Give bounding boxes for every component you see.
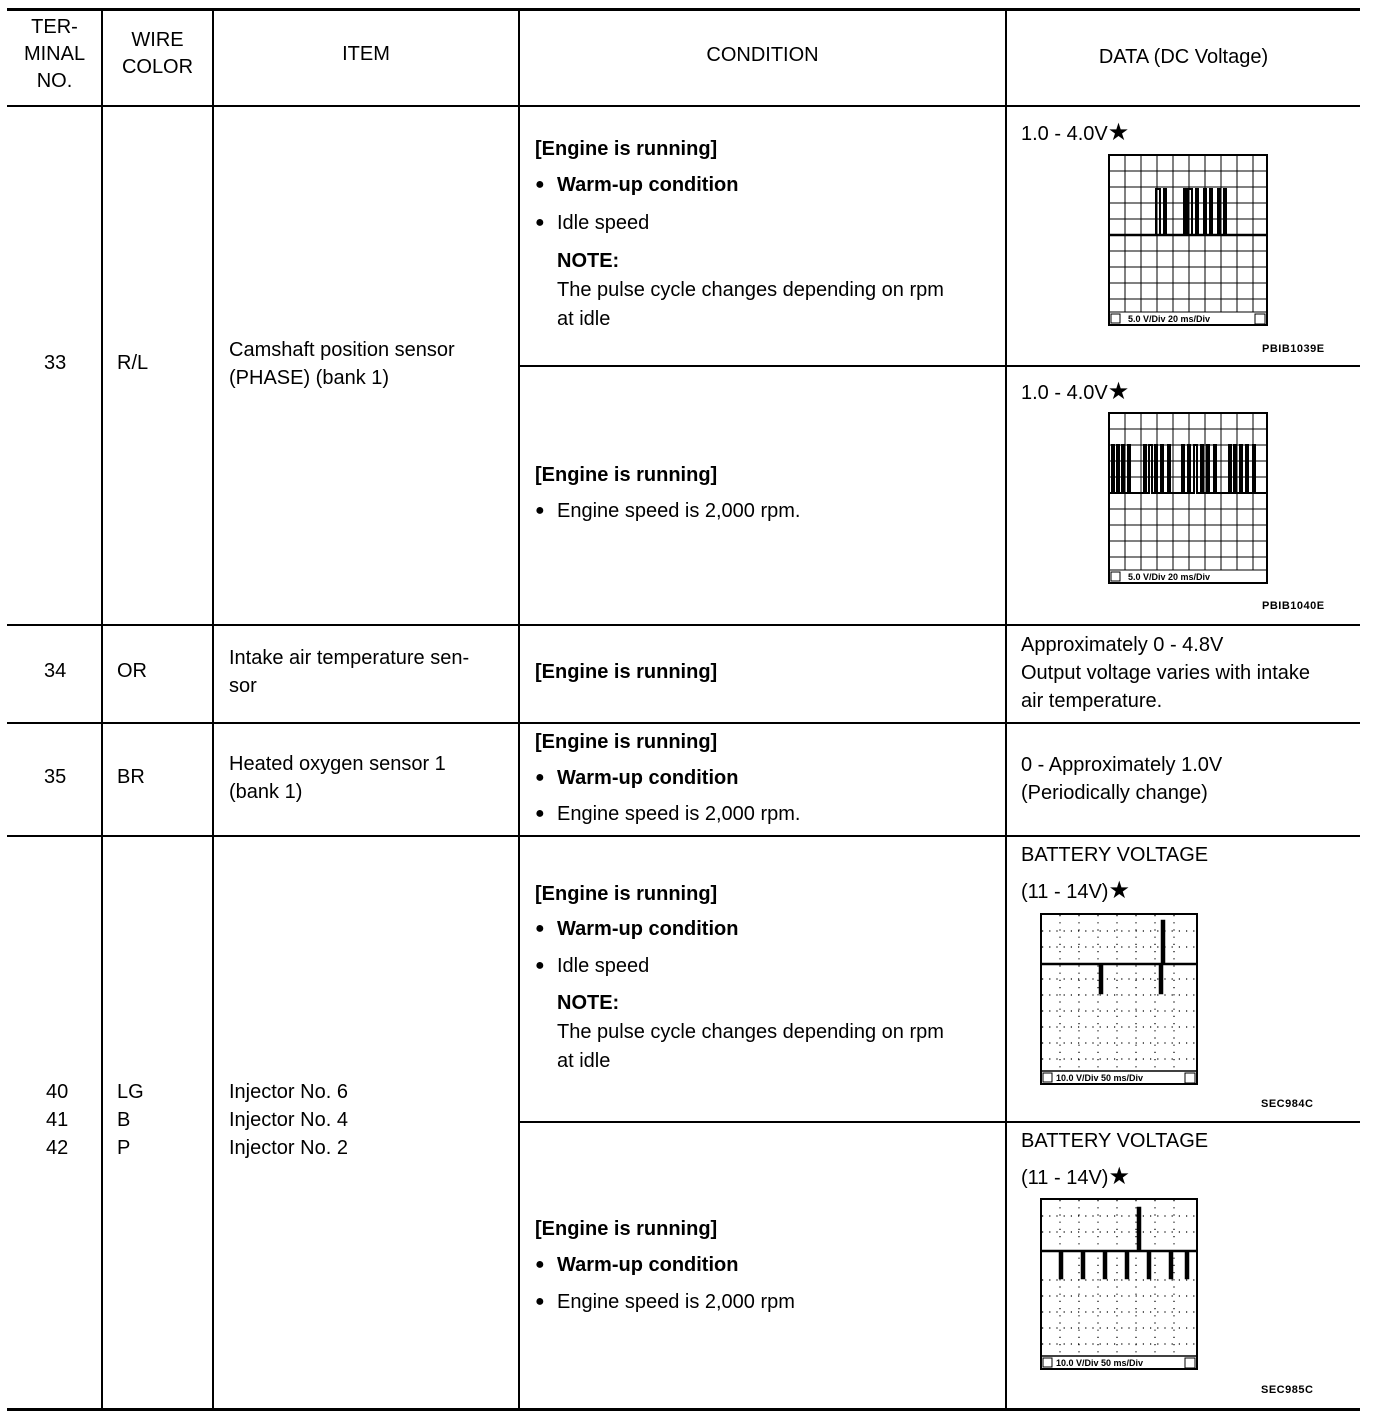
row33-bottom [7,624,1360,626]
row35-item-line1: Heated oxygen sensor 1 [229,753,446,775]
header-data: DATA (DC Voltage) [1098,46,1269,68]
row34-wire: OR [117,660,147,682]
row33-data1-code: PBIB1039E [1262,343,1325,355]
row34-condition: [Engine is running] [535,661,718,683]
row35-cond-bullet1: ● Warm-up condition [557,764,738,792]
row40-data1-line1: BATTERY VOLTAGE [1021,844,1209,866]
col-divider-2 [212,8,214,1410]
row35-terminal: 35 [44,766,67,788]
row34-data-line2: Output voltage varies with intake [1021,662,1311,684]
row33-cond1-head: [Engine is running] [535,138,718,160]
row33-cond1-bullet1: ● Warm-up condition [557,171,738,199]
row34-item-line2: sor [229,675,257,697]
row33-data2-value: 1.0 - 4.0V★ [1021,378,1130,405]
row40-terminal-41: 41 [46,1109,69,1131]
row35-wire: BR [117,766,145,788]
row35-cond-head: [Engine is running] [535,731,718,753]
col-divider-4 [1005,8,1007,1410]
row40-wire-p: P [117,1137,131,1159]
row40-cond1-head: [Engine is running] [535,883,718,905]
row34-terminal: 34 [44,660,67,682]
row35-data-line2: (Periodically change) [1021,782,1208,804]
star-icon: ★ [1107,378,1130,405]
header-item: ITEM [342,43,390,65]
row33-cond2-head: [Engine is running] [535,464,718,486]
row33-data2-code: PBIB1040E [1262,600,1325,612]
row40-data2-line1: BATTERY VOLTAGE [1021,1130,1209,1152]
row40-data2-code: SEC985C [1261,1384,1314,1396]
row33-cond1-bullet2: ● Idle speed [557,209,649,237]
row40-wire-lg: LG [117,1081,144,1103]
row33-cond1-note-line1: The pulse cycle changes depending on rpm [557,279,944,301]
row34-bottom [7,722,1360,724]
scale-label-3: 10.0 V/Div 50 ms/Div [1056,1073,1144,1083]
row40-cond1-note-line2: at idle [557,1050,611,1072]
row33-split [519,365,1360,367]
oscilloscope-waveform-4 [1040,1198,1200,1372]
row35-item-line2: (bank 1) [229,781,303,803]
row34-data-line3: air temperature. [1021,690,1163,712]
row33-cond1-note-line2: at idle [557,308,611,330]
scale-label-4: 10.0 V/Div 50 ms/Div [1056,1358,1144,1368]
col-divider-3 [518,8,520,1410]
row33-wire: R/L [117,352,149,374]
star-icon: ★ [1108,877,1130,904]
col-divider-1 [101,8,103,1410]
table-top-border [7,8,1360,11]
row40-terminal-42: 42 [46,1137,69,1159]
row33-terminal: 33 [44,352,67,374]
row34-data-line1: Approximately 0 - 4.8V [1021,634,1224,656]
row40-cond1-note: NOTE: [557,992,620,1014]
star-icon: ★ [1107,119,1130,146]
row40-wire-b: B [117,1109,131,1131]
row40-data1-code: SEC984C [1261,1098,1314,1110]
header-condition: CONDITION [706,44,819,66]
row35-data-line1: 0 - Approximately 1.0V [1021,754,1223,776]
oscilloscope-waveform-1 [1108,154,1270,328]
table-bottom-border [7,1408,1360,1411]
row40-cond1-note-line1: The pulse cycle changes depending on rpm [557,1021,944,1043]
star-icon: ★ [1108,1163,1130,1190]
row40-cond1-bullet1: ● Warm-up condition [557,915,738,943]
row40-split [519,1121,1360,1123]
header-terminal: TER- MINAL NO. [23,16,86,92]
row33-item-line1: Camshaft position sensor [229,339,455,361]
header-bottom-border [7,105,1360,107]
row40-data2-line2: (11 - 14V)★ [1021,1163,1130,1190]
oscilloscope-waveform-2 [1108,412,1270,586]
row40-cond2-bullet1: ● Warm-up condition [557,1251,738,1279]
row35-bottom [7,835,1360,837]
row35-cond-bullet2: ● Engine speed is 2,000 rpm. [557,800,801,828]
row40-terminal-40: 40 [46,1081,69,1103]
row40-item-injector6: Injector No. 6 [229,1081,348,1103]
header-wire-color: WIRE COLOR [121,29,194,78]
row33-cond2-bullet1: ● Engine speed is 2,000 rpm. [557,497,801,525]
oscilloscope-waveform-3 [1040,913,1200,1087]
row33-cond1-note: NOTE: [557,250,620,272]
row33-data1-value: 1.0 - 4.0V★ [1021,119,1130,146]
row34-item-line1: Intake air temperature sen- [229,647,470,669]
row33-item-line2: (PHASE) (bank 1) [229,367,390,389]
scale-label-1: 5.0 V/Div 20 ms/Div [1128,314,1211,324]
row40-item-injector2: Injector No. 2 [229,1137,348,1159]
row40-cond2-head: [Engine is running] [535,1218,718,1240]
row40-cond2-bullet2: ● Engine speed is 2,000 rpm [557,1288,795,1316]
row40-cond1-bullet2: ● Idle speed [557,952,649,980]
scale-label-2: 5.0 V/Div 20 ms/Div [1128,572,1211,582]
row40-item-injector4: Injector No. 4 [229,1109,348,1131]
row40-data1-line2: (11 - 14V)★ [1021,877,1130,904]
